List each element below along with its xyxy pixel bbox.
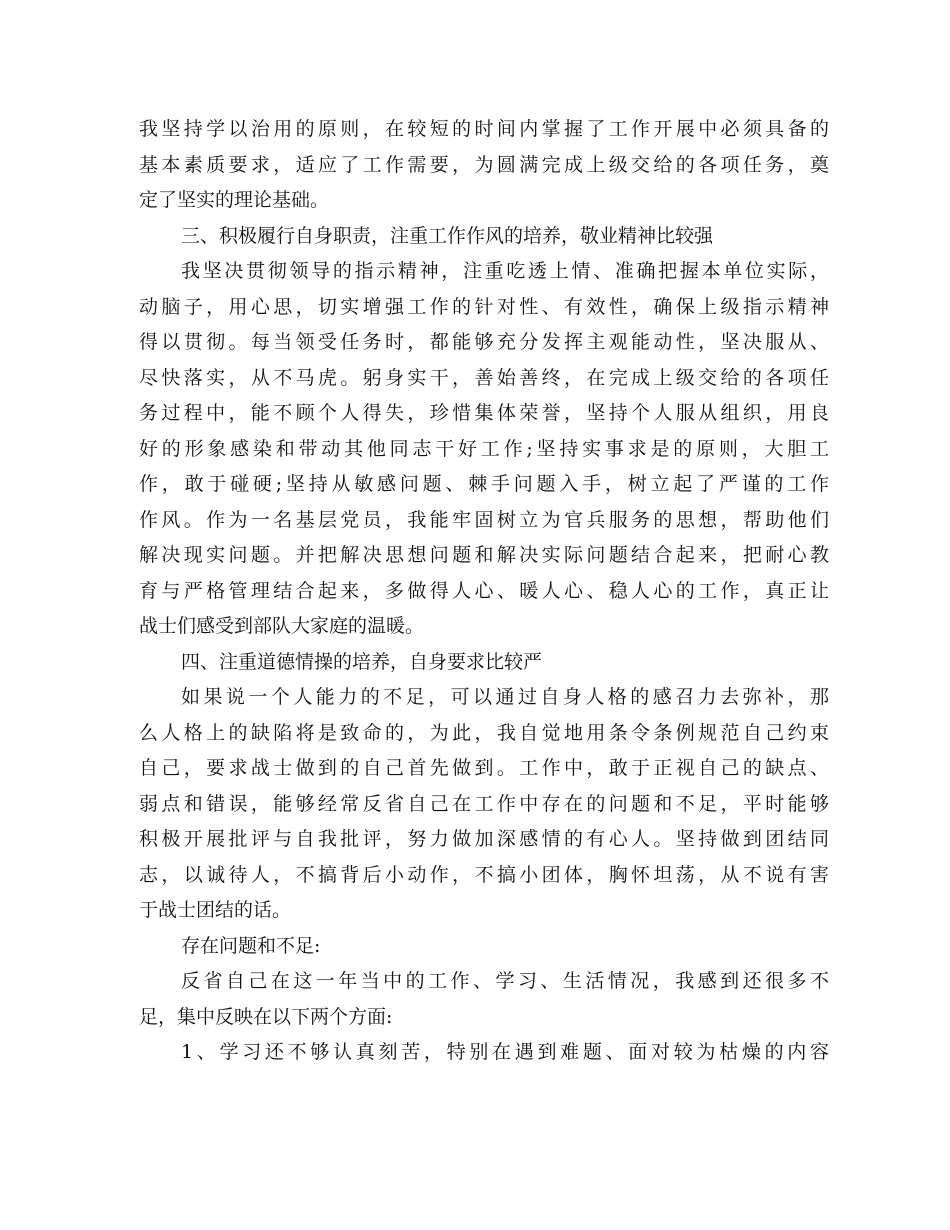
text-line: 反省自己在这一年当中的工作、学习、生活情况，我感到还很多不 [181, 970, 829, 992]
text-line: 积极开展批评与自我批评，努力做加深感情的有心人。坚持做到团结同 [139, 828, 829, 850]
text-line: 得以贯彻。每当领受任务时，都能够充分发挥主观能动性，坚决服从、 [139, 331, 829, 353]
text-line: 育与严格管理结合起来，多做得人心、暖人心、稳人心的工作，真正让 [139, 579, 829, 602]
text-line: 我坚持学以治用的原则，在较短的时间内掌握了工作开展中必须具备的 [139, 118, 829, 140]
text-line: 动脑子，用心思，切实增强工作的针对性、有效性，确保上级指示精神 [139, 295, 829, 318]
text-line: 弱点和错误，能够经常反省自己在工作中存在的问题和不足，平时能够 [139, 792, 829, 815]
text-line: 作，敢于碰硬;坚持从敏感问题、棘手问题入手，树立起了严谨的工作 [139, 473, 829, 495]
text-line: 自己，要求战士做到的自己首先做到。工作中，敢于正视自己的缺点、 [139, 757, 829, 779]
text-line: 么人格上的缺陷将是致命的，为此，我自觉地用条令条例规范自己约束 [139, 721, 829, 744]
text-line: 好的形象感染和带动其他同志干好工作;坚持实事求是的原则，大胆工 [139, 437, 829, 460]
document-page [139, 112, 829, 1071]
text-line: 1、学习还不够认真刻苦，特别在遇到难题、面对较为枯燥的内容 [181, 1041, 829, 1063]
section-heading: 三、积极履行自身职责，注重工作作风的培养，敬业精神比较强 [181, 224, 714, 247]
text-line: 战士们感受到部队大家庭的温暖。 [139, 615, 425, 637]
text-line: 志，以诚待人，不搞背后小动作，不搞小团体，胸怀坦荡，从不说有害 [139, 863, 829, 886]
section-heading: 存在问题和不足: [181, 934, 321, 957]
text-line: 作风。作为一名基层党员，我能牢固树立为官兵服务的思想，帮助他们 [139, 508, 829, 531]
text-line: 尽快落实，从不马虎。躬身实干，善始善终，在完成上级交给的各项任 [139, 366, 829, 389]
text-line: 我坚决贯彻领导的指示精神，注重吃透上情、准确把握本单位实际， [181, 260, 829, 282]
text-line: 足，集中反映在以下两个方面: [139, 1005, 393, 1028]
text-line: 于战士团结的话。 [139, 899, 292, 921]
text-line: 定了坚实的理论基础。 [139, 189, 330, 211]
text-line: 务过程中，能不顾个人得失，珍惜集体荣誉，坚持个人服从组织，用良 [139, 402, 829, 424]
text-line: 解决现实问题。并把解决思想问题和解决实际问题结合起来，把耐心教 [139, 544, 829, 566]
text-line: 如果说一个人能力的不足，可以通过自身人格的感召力去弥补，那 [181, 686, 829, 708]
section-heading: 四、注重道德情操的培养，自身要求比较严 [181, 650, 543, 673]
text-line: 基本素质要求，适应了工作需要，为圆满完成上级交给的各项任务，奠 [139, 153, 829, 176]
